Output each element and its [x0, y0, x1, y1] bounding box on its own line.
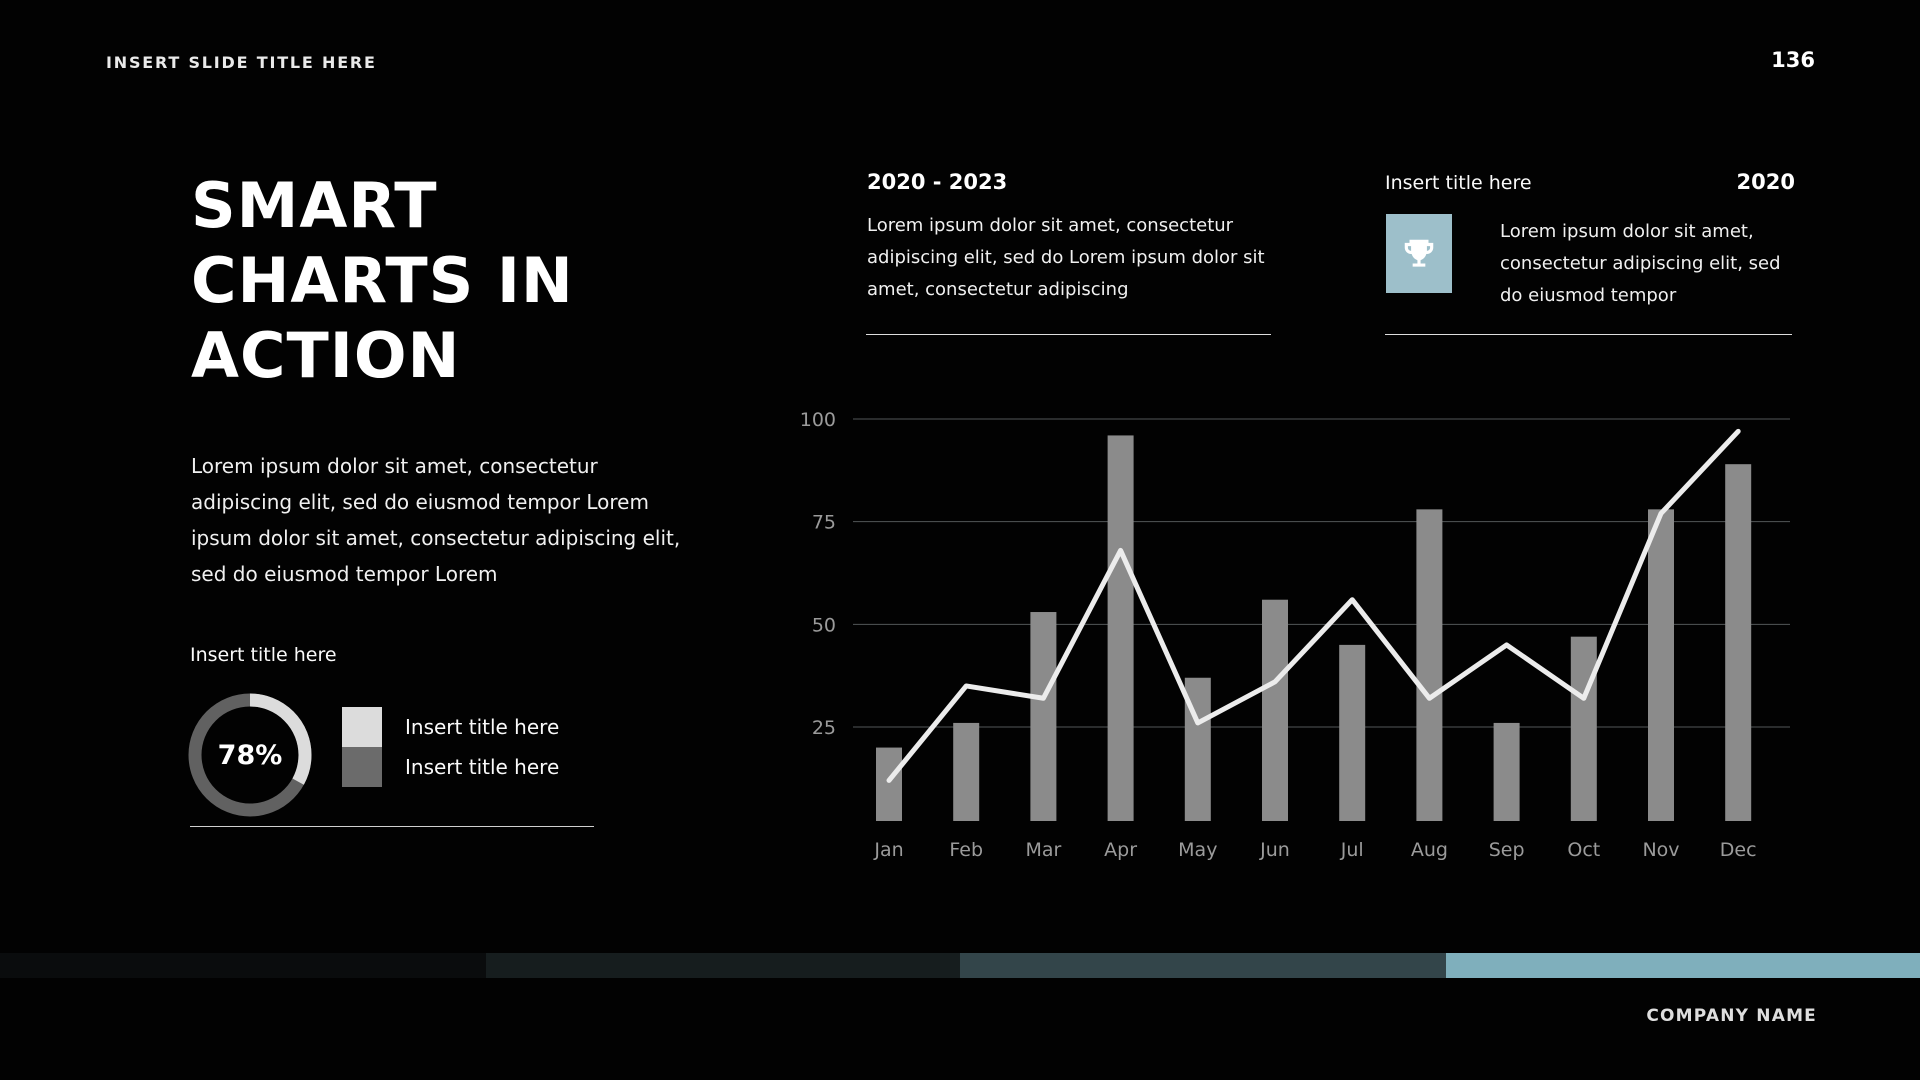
svg-text:Nov: Nov — [1642, 839, 1680, 861]
info-block-years — [867, 170, 1287, 306]
company-name: COMPANY NAME — [1646, 1006, 1817, 1026]
legend-item — [342, 747, 559, 787]
legend-label: Insert title here — [405, 715, 560, 739]
legend-swatch-light — [342, 707, 382, 747]
donut-section-title: Insert title here — [190, 644, 337, 666]
svg-text:Oct: Oct — [1567, 839, 1601, 861]
svg-text:Feb: Feb — [949, 839, 984, 861]
svg-text:May: May — [1178, 839, 1218, 861]
divider-line — [866, 334, 1271, 335]
svg-text:50: 50 — [811, 614, 836, 637]
info-block-heading: 2020 - 2023 — [867, 170, 1008, 194]
page-title — [191, 168, 574, 393]
title-line: ACTION — [191, 319, 461, 392]
info-block-year: 2020 — [1736, 170, 1795, 194]
svg-text:Jul: Jul — [1340, 839, 1364, 861]
progress-segment — [960, 953, 1446, 978]
divider-line — [1385, 334, 1792, 335]
svg-text:Mar: Mar — [1025, 839, 1062, 861]
svg-text:Aug: Aug — [1410, 839, 1448, 861]
info-block-body: Lorem ipsum dolor sit amet, consectetur adipiscing elit, sed do eiusmod tempor — [1500, 221, 1781, 306]
donut-percent-label: 78% — [217, 739, 283, 771]
intro-paragraph: Lorem ipsum dolor sit amet, consectetur adipiscing elit, sed do eiusmod tempor Lorem ipsum dolor sit amet, consectetur adipiscing elit, sed do eiusmod tempor Lorem — [191, 454, 681, 586]
info-block-body: Lorem ipsum dolor sit amet, consectetur adipiscing elit, sed do Lorem ipsum dolor sit amet, consectetur adipiscing — [867, 215, 1265, 300]
title-line: CHARTS IN — [191, 244, 574, 317]
progress-segment — [1446, 953, 1920, 978]
page-number: 136 — [1771, 48, 1815, 72]
svg-text:Apr: Apr — [1104, 839, 1138, 861]
progress-segment — [0, 953, 486, 978]
title-line: SMART — [191, 169, 438, 242]
legend-swatch-dark — [342, 747, 382, 787]
trophy-icon-box — [1386, 214, 1452, 293]
legend-item — [342, 707, 559, 747]
svg-text:Sep: Sep — [1488, 839, 1525, 861]
info-block-award — [1385, 170, 1795, 194]
donut-chart — [188, 693, 312, 817]
svg-text:Jun: Jun — [1260, 839, 1290, 861]
svg-text:Jan: Jan — [874, 839, 904, 861]
donut-legend — [342, 707, 559, 787]
svg-text:25: 25 — [811, 717, 836, 740]
slide-header-title: INSERT SLIDE TITLE HERE — [106, 53, 377, 72]
section-divider — [190, 826, 594, 827]
trophy-icon — [1400, 235, 1438, 273]
svg-text:100: 100 — [799, 409, 836, 431]
legend-label: Insert title here — [405, 755, 560, 779]
combo-chart — [780, 400, 1810, 870]
svg-text:Dec: Dec — [1719, 839, 1757, 861]
svg-text:75: 75 — [811, 511, 836, 534]
progress-segment — [486, 953, 960, 978]
slide-progress-bar — [0, 953, 1920, 978]
info-block-title-row — [1385, 170, 1795, 194]
info-block-title: Insert title here — [1385, 172, 1532, 194]
